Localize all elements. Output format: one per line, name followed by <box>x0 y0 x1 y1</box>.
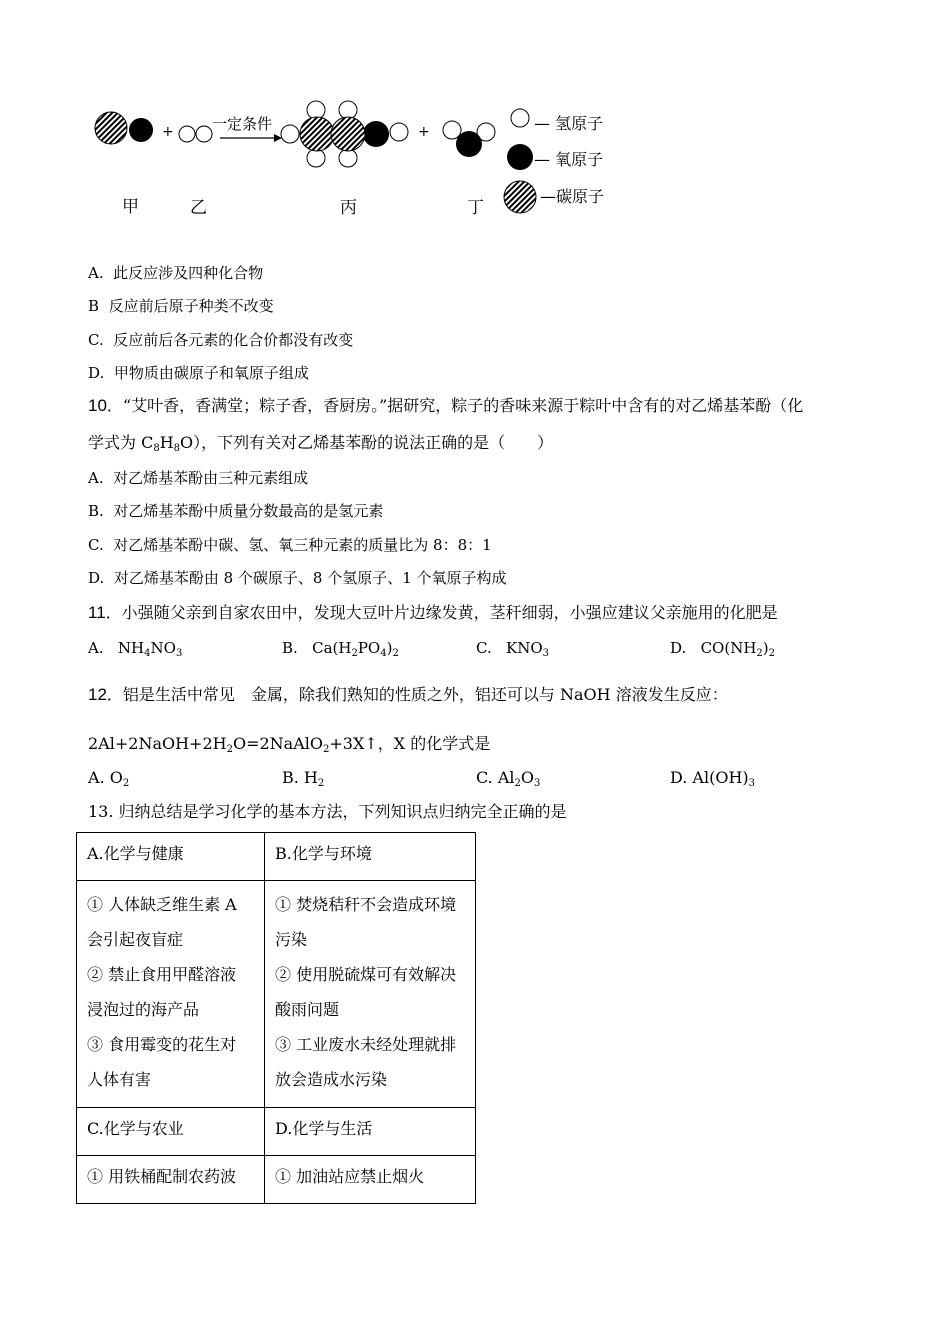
cell-c-head <box>77 1108 265 1156</box>
option-label: C. <box>88 331 104 349</box>
q10-text-pre: 学式为 C <box>88 433 154 452</box>
q12-stem <box>88 684 728 706</box>
equation-part: 2Al+2NaOH+2H <box>88 734 227 753</box>
q11-option-a[interactable] <box>88 638 182 658</box>
formula-sub: 8 <box>173 443 181 454</box>
label-yi: 乙 <box>190 198 207 218</box>
label-ding: 丁 <box>467 198 484 218</box>
formula-sub: 2 <box>392 648 399 659</box>
table-row <box>77 1108 476 1156</box>
option-label: B. <box>88 502 104 520</box>
q10-option-c[interactable] <box>88 535 492 555</box>
q12-option-a[interactable] <box>88 767 129 789</box>
q10-option-b[interactable] <box>88 501 383 521</box>
formula-part: ) <box>762 639 769 657</box>
option-text: 对乙烯基苯酚中质量分数最高的是氢元素 <box>113 502 384 520</box>
option-text: 对乙烯基苯酚中碳、氢、氧三种元素的质量比为 8：8：1 <box>113 536 492 554</box>
cell-line: ① 人体缺乏维生素 A <box>87 895 237 914</box>
q11-text: ．小强随父亲到自家农田中，发现大豆叶片边缘发黄，茎秆细弱，小强应建议父亲施用的化肥是 <box>105 603 778 622</box>
formula-part: O <box>520 768 535 787</box>
formula-sub: 4 <box>380 648 387 659</box>
q12-option-b[interactable] <box>282 767 324 789</box>
q9-option-d[interactable] <box>88 363 309 383</box>
molecule-bing <box>281 101 408 167</box>
q12-option-c[interactable] <box>476 767 540 789</box>
q11-stem <box>88 602 778 624</box>
cell-line: ③ 工业废水未经处理就排 <box>275 1035 457 1054</box>
cell-line: 酸雨问题 <box>275 1000 340 1019</box>
formula-sub: 2 <box>756 648 763 659</box>
option-text: 反应前后原子种类不改变 <box>108 297 274 315</box>
cell-line: ③ 食用霉变的花生对 <box>87 1035 237 1054</box>
cell-line: 污染 <box>275 930 308 949</box>
q13-text: 13. 归纳总结是学习化学的基本方法，下列知识点归纳完全正确的是 <box>88 802 567 821</box>
formula-part: NH <box>117 639 145 657</box>
q11-option-d[interactable] <box>670 638 775 658</box>
formula-sub: 2 <box>323 744 330 755</box>
formula-sub: 4 <box>144 648 151 659</box>
option-label: D. <box>670 639 687 657</box>
cell-line: 浸泡过的海产品 <box>87 1000 200 1019</box>
formula-part: Ca(H <box>312 639 352 657</box>
option-text: D. Al(OH) <box>670 768 749 787</box>
cell-line: ① 焚烧秸秆不会造成环境 <box>275 895 457 914</box>
option-label: C. <box>476 639 492 657</box>
option-label: D. <box>88 364 105 382</box>
cell-text: B.化学与环境 <box>275 844 372 863</box>
q10-option-a[interactable] <box>88 468 308 488</box>
label-jia: 甲 <box>122 197 139 217</box>
question-number: 10 <box>88 396 107 415</box>
cell-text: C.化学与农业 <box>87 1119 184 1138</box>
cell-line: 放会造成水污染 <box>275 1070 388 1089</box>
legend-hydrogen: — 氢原子 <box>534 114 604 133</box>
q11-option-b[interactable] <box>282 638 399 658</box>
formula-part: ) <box>386 639 393 657</box>
formula-sub: 2 <box>768 648 776 659</box>
question-number: 11 <box>88 603 106 622</box>
formula-sub: 2 <box>351 648 358 659</box>
cell-text: ① 加油站应禁止烟火 <box>275 1167 425 1186</box>
cell-a-body <box>77 881 265 1108</box>
carbon-atom-icon <box>504 181 536 213</box>
cell-line: 人体有害 <box>87 1070 152 1089</box>
q9-option-c[interactable] <box>88 330 353 350</box>
option-text: A. O <box>88 768 123 787</box>
legend-carbon: —碳原子 <box>540 187 605 206</box>
cell-text: D.化学与生活 <box>275 1119 373 1138</box>
formula-part: KNO <box>506 639 543 657</box>
q10-option-d[interactable] <box>88 568 507 588</box>
molecule-yi <box>179 126 212 142</box>
option-text: 对乙烯基苯酚由 8 个碳原子、8 个氢原子、1 个氧原子构成 <box>113 569 507 587</box>
option-label: A. <box>88 639 104 657</box>
option-label: D. <box>88 569 105 587</box>
formula-sub: 2 <box>122 778 130 789</box>
table-row <box>77 881 476 1108</box>
cell-d-body <box>265 1156 476 1204</box>
equation-part: O=2NaAlO <box>232 734 323 753</box>
formula-sub: 3 <box>175 648 183 659</box>
formula-part: H <box>159 433 174 452</box>
formula-sub: 3 <box>542 648 550 659</box>
option-text: C. Al <box>476 768 515 787</box>
formula-sub: 3 <box>748 778 756 789</box>
option-label: A. <box>88 264 104 282</box>
q10-text: ．“艾叶香，香满堂；粽子香，香厨房。”据研究，粽子的香味来源于粽叶中含有的对乙烯基苯酚（化 <box>106 396 804 415</box>
formula-sub: 2 <box>226 744 233 755</box>
q13-stem <box>88 801 567 823</box>
cell-b-head <box>265 833 476 881</box>
formula-part: NO <box>150 639 176 657</box>
question-number: 12 <box>88 685 107 704</box>
reaction-diagram <box>88 96 628 226</box>
cell-a-head <box>77 833 265 881</box>
q9-option-b[interactable] <box>88 296 274 316</box>
option-label: B <box>88 297 100 315</box>
molecule-jia <box>95 112 153 144</box>
cell-line: ② 使用脱硫煤可有效解决 <box>275 965 457 984</box>
option-label: A. <box>88 469 104 487</box>
cell-b-body <box>265 881 476 1108</box>
table-row <box>77 833 476 881</box>
reaction-arrow-icon <box>220 134 282 142</box>
q12-equation <box>88 733 490 755</box>
cell-d-head <box>265 1108 476 1156</box>
option-text: 对乙烯基苯酚由三种元素组成 <box>113 469 309 487</box>
option-text: 此反应涉及四种化合物 <box>113 264 264 282</box>
hydrogen-atom-icon <box>511 109 529 127</box>
option-label: C. <box>88 536 104 554</box>
legend-oxygen: — 氧原子 <box>534 150 604 169</box>
formula-sub: 3 <box>534 778 541 789</box>
cell-line: ② 禁止食用甲醛溶液 <box>87 965 237 984</box>
q10-stem-line1 <box>88 395 803 417</box>
table-row <box>77 1156 476 1204</box>
option-label: B. <box>282 639 298 657</box>
oxygen-atom-icon <box>507 144 533 170</box>
formula-part: PO <box>357 639 381 657</box>
q9-option-a[interactable] <box>88 263 263 283</box>
cell-line: 会引起夜盲症 <box>87 930 184 949</box>
q13-summary-table <box>76 832 476 1204</box>
legend <box>504 109 604 213</box>
formula-sub: 8 <box>153 443 160 454</box>
q10-stem-line2 <box>88 432 553 454</box>
formula-sub: 2 <box>317 778 325 789</box>
option-text: 反应前后各元素的化合价都没有改变 <box>113 331 354 349</box>
option-text: B. H <box>282 768 318 787</box>
label-bing: 丙 <box>340 198 357 218</box>
plus-sign-2: + <box>418 124 430 140</box>
condition-label: 一定条件 <box>212 115 273 133</box>
q10-text-post: ），下列有关对乙烯基苯酚的说法正确的是（ ） <box>193 433 554 452</box>
q11-option-c[interactable] <box>476 638 549 658</box>
formula-part: O <box>180 433 194 452</box>
q12-text: ．铝是生活中常见 金属，除我们熟知的性质之外，铝还可以与 NaOH 溶液发生反应： <box>106 685 728 704</box>
plus-sign-1: + <box>162 124 174 140</box>
option-text: 甲物质由碳原子和氧原子组成 <box>113 364 309 382</box>
cell-c-body <box>77 1156 265 1204</box>
cell-text: A.化学与健康 <box>87 844 184 863</box>
molecule-ding <box>443 121 495 157</box>
formula-part: CO(NH <box>700 639 757 657</box>
equation-part: +3X↑，X 的化学式是 <box>329 734 491 753</box>
q12-option-d[interactable] <box>670 767 755 789</box>
formula-sub: 2 <box>514 778 521 789</box>
cell-text: ① 用铁桶配制农药波 <box>87 1167 237 1186</box>
